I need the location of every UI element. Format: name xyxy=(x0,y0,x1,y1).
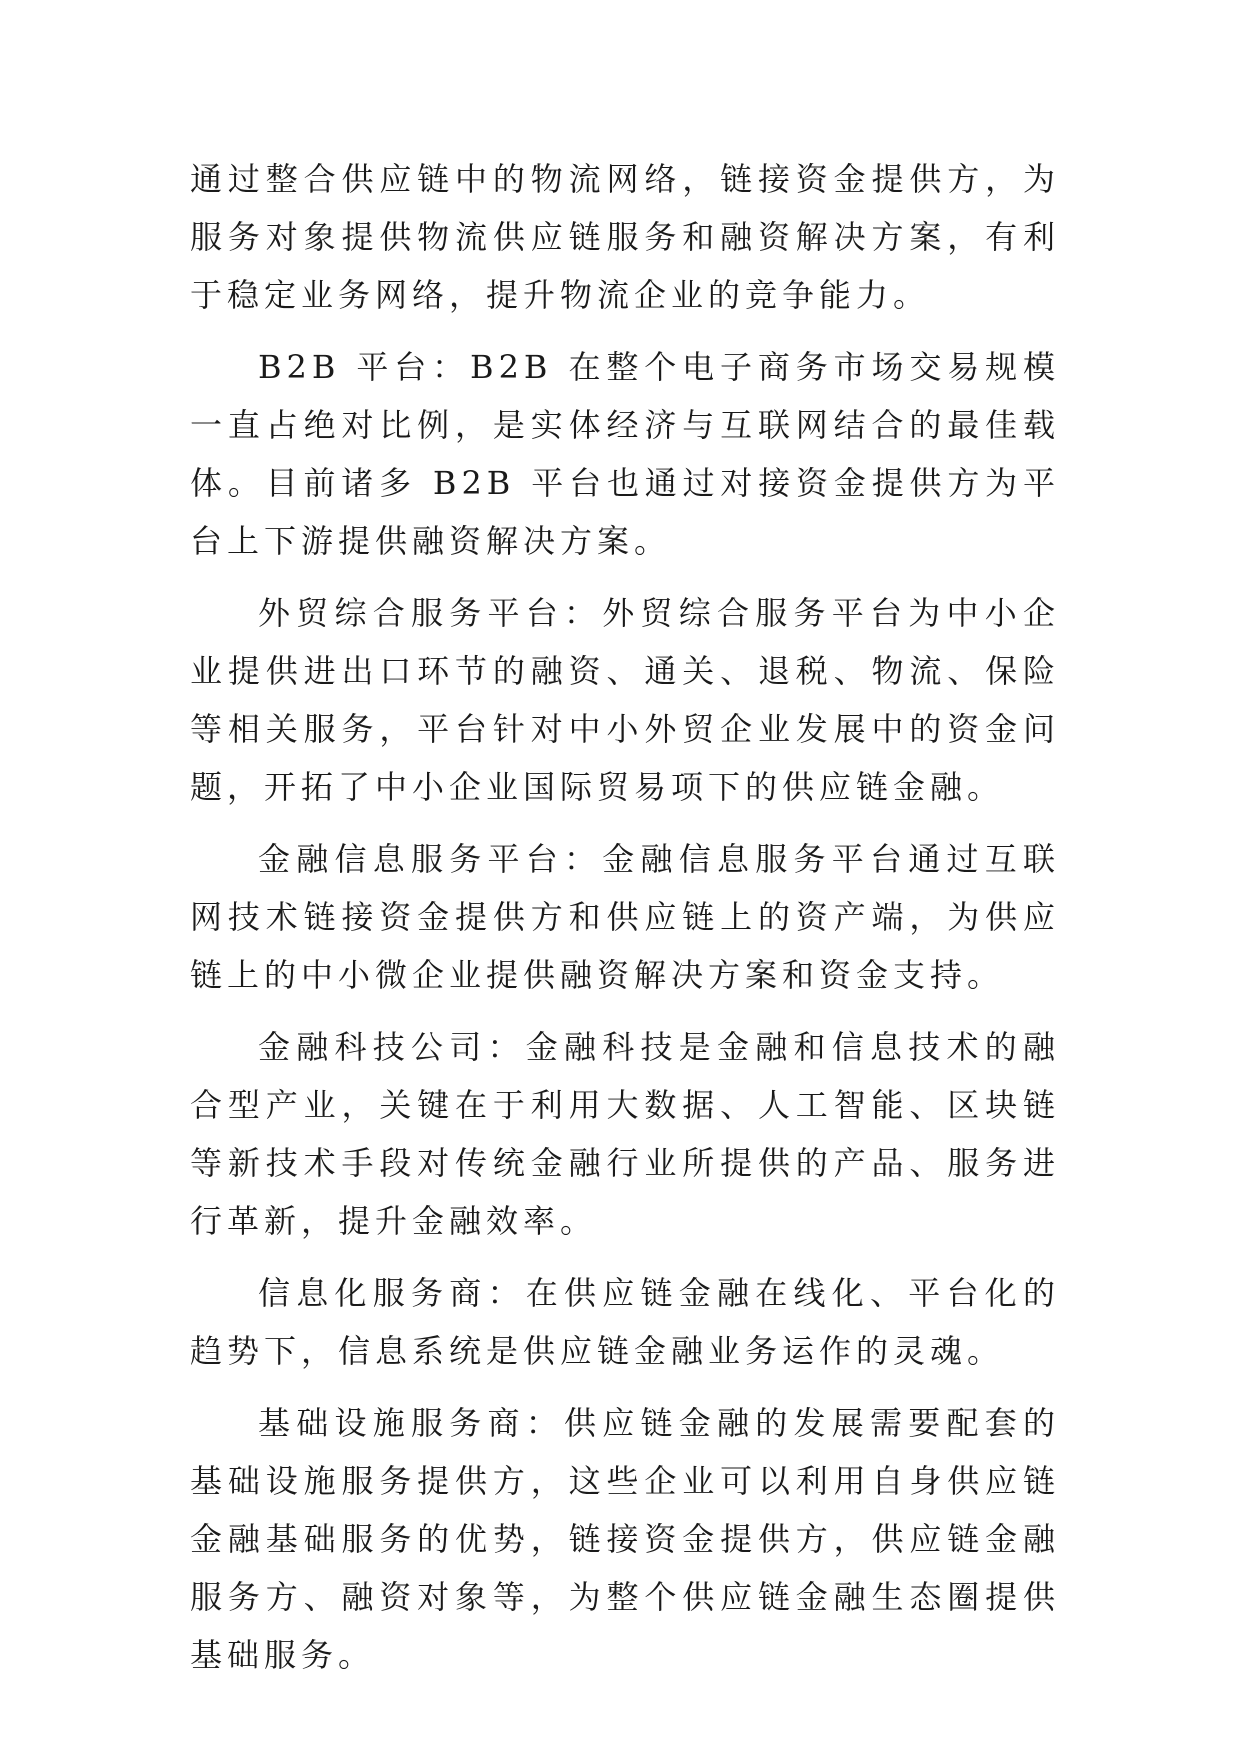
paragraph-logistics-continuation: 通过整合供应链中的物流网络，链接资金提供方，为服务对象提供物流供应链服务和融资解决方案，有利于稳定业务网络，提升物流企业的竞争能力。 xyxy=(190,160,1060,314)
paragraph-fintech-company: 金融科技公司：金融科技是金融和信息技术的融合型产业，关键在于利用大数据、人工智能、区块链等新技术手段对传统金融行业所提供的产品、服务进行革新，提升金融效率。 xyxy=(190,1028,1060,1240)
paragraph-financial-info-platform: 金融信息服务平台：金融信息服务平台通过互联网技术链接资金提供方和供应链上的资产端，为供应链上的中小微企业提供融资解决方案和资金支持。 xyxy=(190,840,1060,994)
paragraph-b2b-platform: B2B 平台：B2B 在整个电子商务市场交易规模一直占绝对比例，是实体经济与互联网结合的最佳载体。目前诸多 B2B 平台也通过对接资金提供方为平台上下游提供融资解决方案。 xyxy=(190,348,1060,560)
paragraph-it-service-provider: 信息化服务商：在供应链金融在线化、平台化的趋势下，信息系统是供应链金融业务运作的灵魂。 xyxy=(190,1274,1060,1370)
paragraph-infrastructure-provider: 基础设施服务商：供应链金融的发展需要配套的基础设施服务提供方，这些企业可以利用自身供应链金融基础服务的优势，链接资金提供方，供应链金融服务方、融资对象等，为整个供应链金融生态圈提供基础服务。 xyxy=(190,1404,1060,1674)
paragraph-foreign-trade-platform: 外贸综合服务平台：外贸综合服务平台为中小企业提供进出口环节的融资、通关、退税、物流、保险等相关服务，平台针对中小外贸企业发展中的资金问题，开拓了中小企业国际贸易项下的供应链金融。 xyxy=(190,594,1060,806)
document-body xyxy=(190,150,1060,1698)
